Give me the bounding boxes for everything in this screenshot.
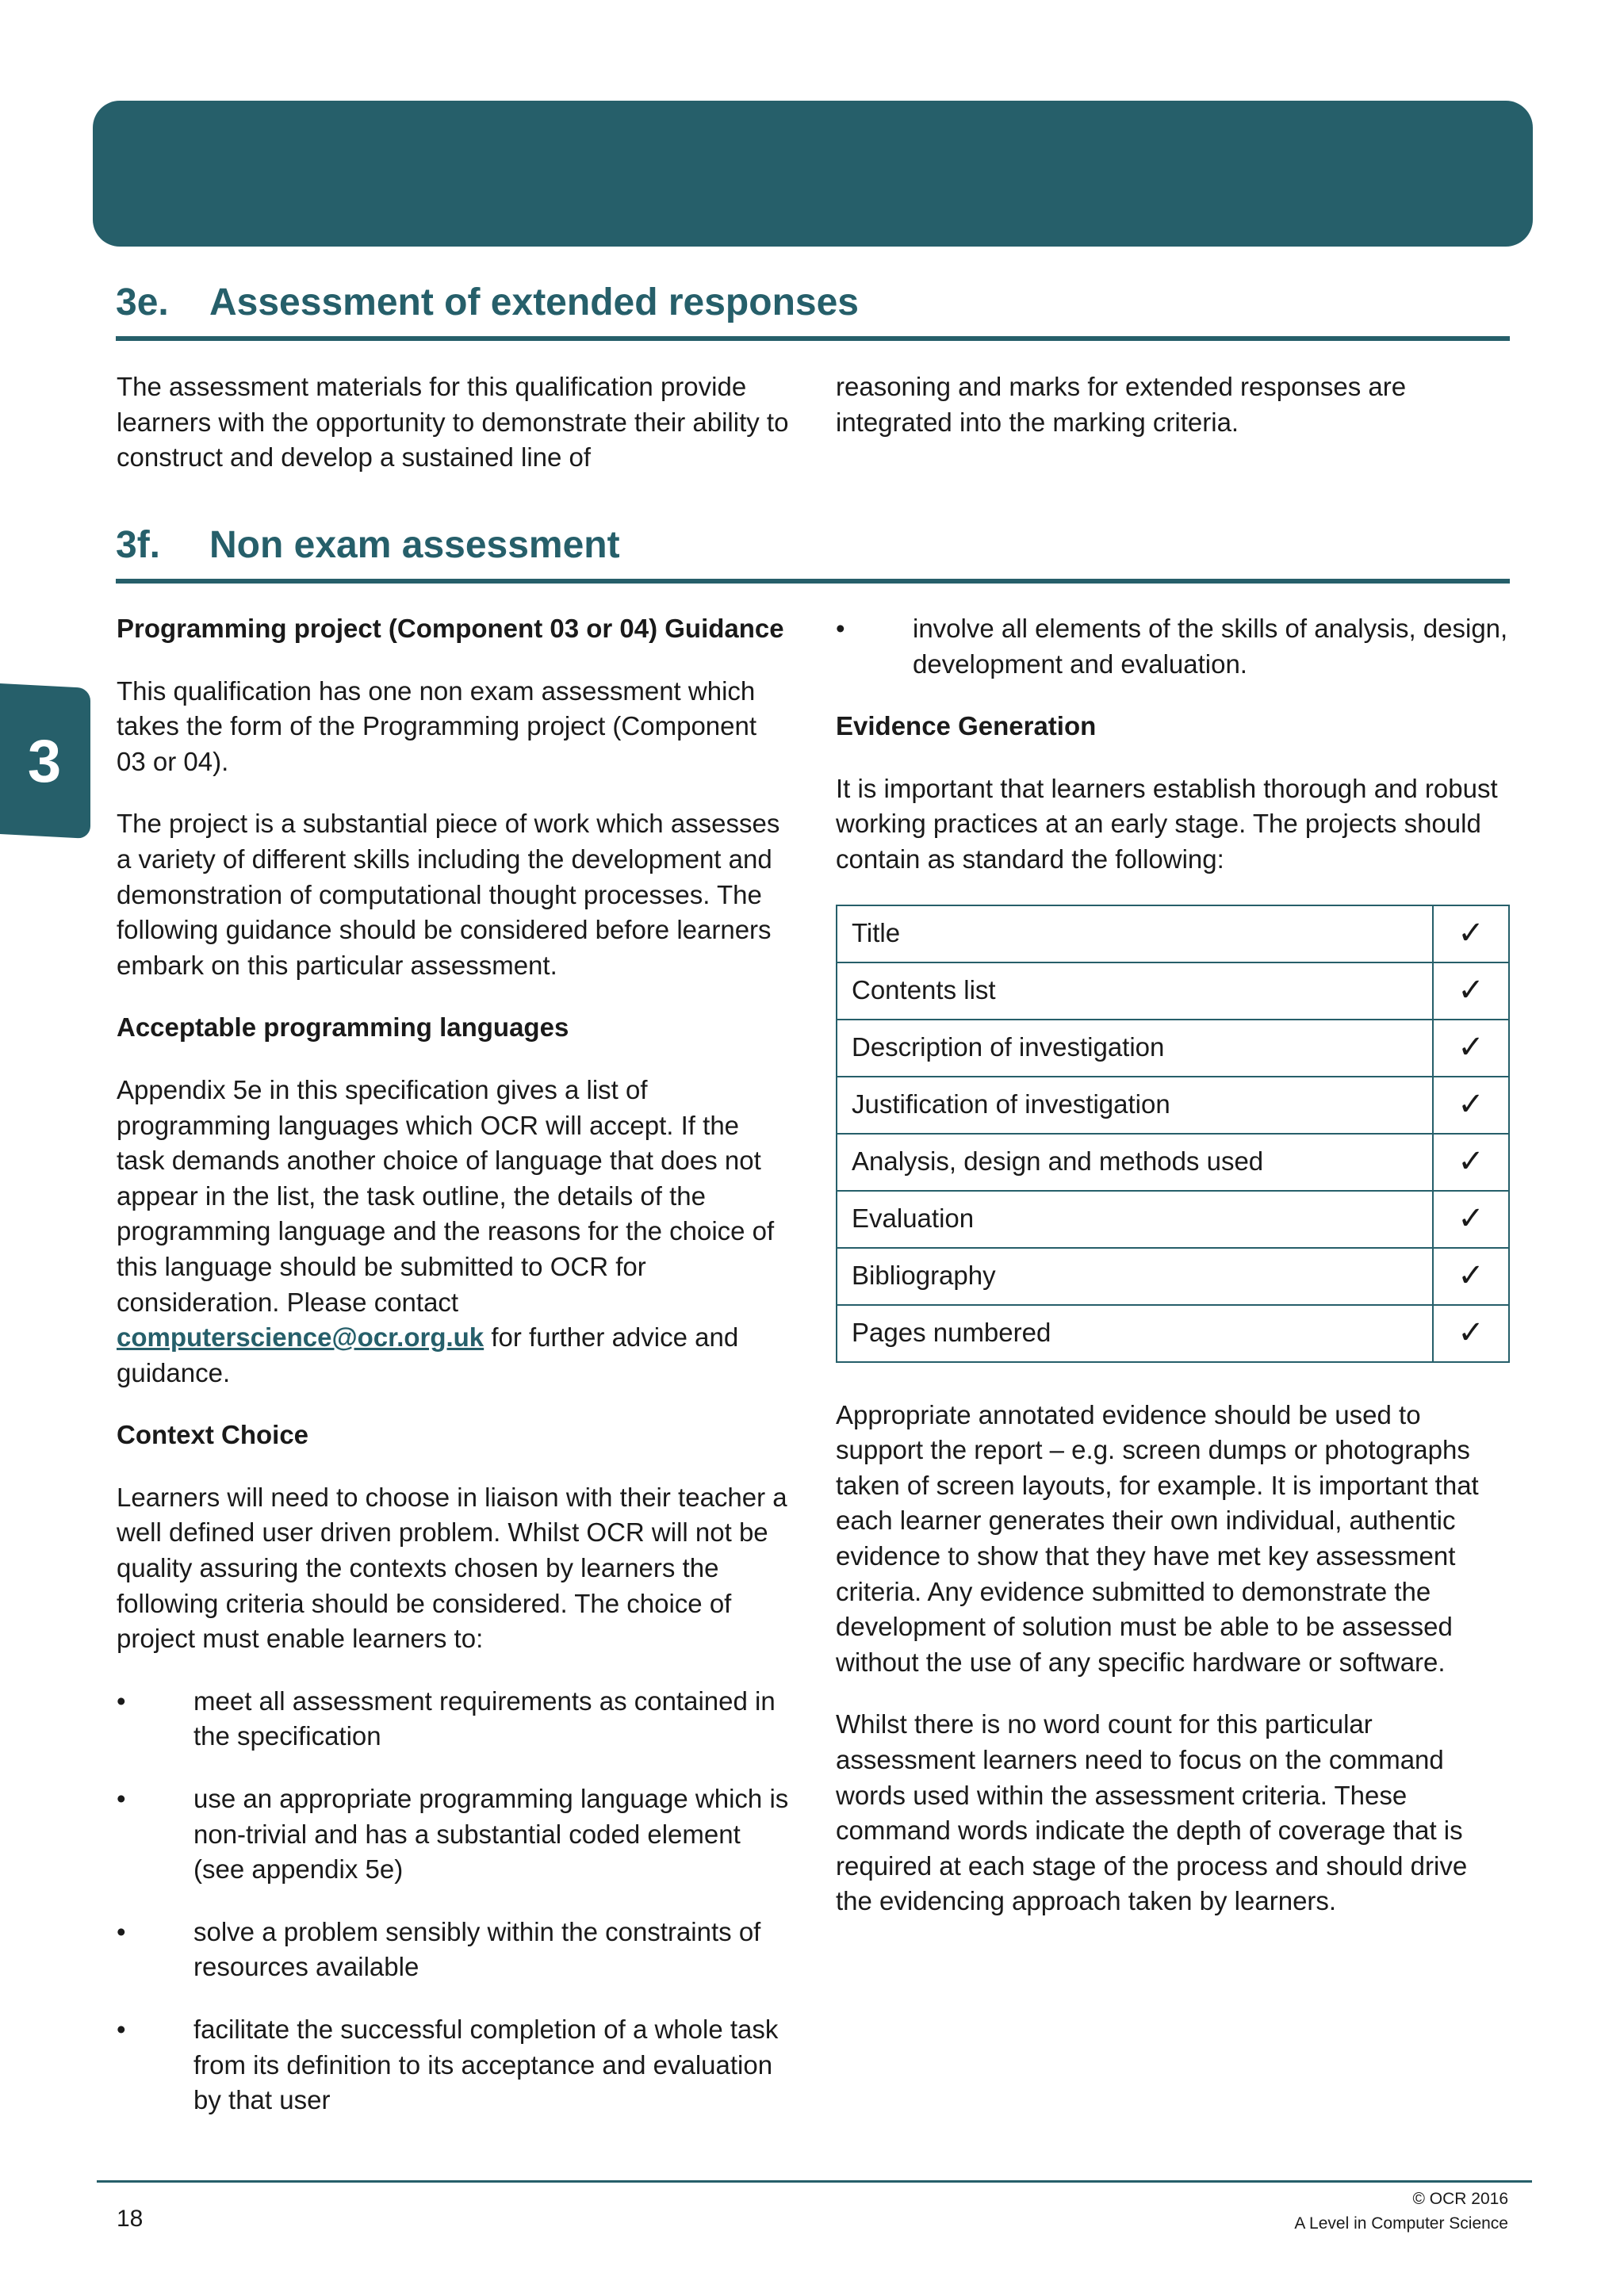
- checklist-item: Analysis, design and methods used: [837, 1134, 1433, 1191]
- section-3e-left-column: [117, 369, 791, 503]
- check-icon: ✓: [1433, 1191, 1509, 1248]
- section-3e-number: 3e.: [116, 281, 169, 323]
- checklist-item: Evaluation: [837, 1191, 1433, 1248]
- guidance-paragraph-1: This qualification has one non exam assessment which takes the form of the Programming project (Component 03 or 04).: [117, 675, 757, 776]
- bullet-icon: •: [117, 2015, 126, 2044]
- languages-text-end: for further advice and guidance.: [117, 1322, 739, 1387]
- table-row: [837, 1077, 1509, 1134]
- criteria-list: [117, 1684, 791, 2118]
- list-item: [117, 1684, 791, 1755]
- languages-paragraph: [117, 1073, 791, 1391]
- list-item: [117, 1915, 791, 1985]
- check-icon: ✓: [1433, 1248, 1509, 1305]
- evidence-heading: Evidence Generation: [836, 711, 1097, 741]
- bullet-icon: •: [117, 1916, 126, 1946]
- section-3e-title: Assessment of extended responses: [209, 281, 859, 323]
- evidence-paragraph-3: Whilst there is no word count for this particular assessment learners need to focus on the command words used within the assessment criteria. These command words indicate the depth of coverage that is required at each stage of the process and should drive the evidencing approach taken by learners.: [836, 1709, 1468, 1916]
- section-3e-left-paragraph: The assessment materials for this qualification provide learners with the opportunity to demonstrate their ability to construct and develop a sustained line of: [117, 372, 789, 473]
- list-item: [117, 1781, 791, 1888]
- languages-text: Appendix 5e in this specification gives a list of programming languages which OCR will accept. If the task demands another choice of language that does not appear in the list, the task outline, the details of the programming language and the reasons for the choice of this language should be submitted to OCR for consideration. Please contact: [117, 1074, 775, 1317]
- checklist-item: Pages numbered: [837, 1305, 1433, 1362]
- footer-divider: [97, 2180, 1532, 2183]
- check-icon: ✓: [1433, 905, 1509, 962]
- table-row: [837, 1248, 1509, 1305]
- section-3f-title: Non exam assessment: [209, 524, 620, 566]
- checklist-item: Justification of investigation: [837, 1077, 1433, 1134]
- context-paragraph: Learners will need to choose in liaison with their teacher a well defined user driven problem. Whilst OCR will not be quality assuring the contexts chosen by learners the following criteria should be considered. The choice of project must enable learners to:: [117, 1482, 787, 1654]
- page-number: 18: [117, 2206, 144, 2232]
- section-3e-right-paragraph: reasoning and marks for extended responses are integrated into the marking criteria.: [836, 372, 1407, 437]
- check-icon: ✓: [1433, 1077, 1509, 1134]
- evidence-paragraph-2: Appropriate annotated evidence should be used to support the report – e.g. screen dumps or photographs taken of screen layouts, for example. It is important that each learner generates their own individual, authentic evidence to show that they have met key assessment criteria. Any evidence submitted to demonstrate the development of solution must be able to be assessed without the use of any specific hardware or software.: [836, 1399, 1479, 1677]
- bullet-icon: •: [836, 614, 845, 643]
- context-heading: Context Choice: [117, 1420, 309, 1450]
- section-3f-heading: [116, 520, 1510, 584]
- guidance-paragraph-2: The project is a substantial piece of work which assesses a variety of different skills including the development and demonstration of computational thought processes. The following guidance should be considered before learners embark on this particular assessment.: [117, 809, 780, 980]
- check-icon: ✓: [1433, 1020, 1509, 1077]
- table-row: [837, 1020, 1509, 1077]
- table-row: [837, 1134, 1509, 1191]
- section-3f-number: 3f.: [116, 524, 161, 566]
- checklist-item: Bibliography: [837, 1248, 1433, 1305]
- table-row: [837, 1191, 1509, 1248]
- chapter-number: 3: [27, 727, 62, 795]
- evidence-checklist-table: [836, 905, 1510, 1363]
- checklist-item: Title: [837, 905, 1433, 962]
- header-band: [93, 101, 1533, 247]
- bullet-icon: •: [117, 1784, 126, 1814]
- section-3f-right-column: [836, 611, 1510, 1946]
- list-item-text: use an appropriate programming language which is non-trivial and has a substantial coded element (see appendix 5e): [193, 1784, 789, 1885]
- section-3f-left-column: [117, 611, 791, 2145]
- bullet-icon: •: [117, 1686, 126, 1716]
- checklist-item: Contents list: [837, 962, 1433, 1020]
- list-item: [117, 2012, 791, 2118]
- languages-heading: Acceptable programming languages: [117, 1012, 569, 1043]
- criteria-list-continued: [836, 611, 1510, 682]
- list-item-text: solve a problem sensibly within the constraints of resources available: [193, 1916, 761, 1982]
- check-icon: ✓: [1433, 1305, 1509, 1362]
- table-row: [837, 905, 1509, 962]
- check-icon: ✓: [1433, 1134, 1509, 1191]
- publication-title: A Level in Computer Science: [1294, 2214, 1508, 2233]
- list-item-text: involve all elements of the skills of analysis, design, development and evaluation.: [913, 614, 1508, 679]
- checklist-item: Description of investigation: [837, 1020, 1433, 1077]
- footer-publication-info: [1294, 2187, 1508, 2236]
- list-item-text: facilitate the successful completion of a whole task from its definition to its acceptance and evaluation by that user: [193, 2015, 779, 2115]
- list-item: [836, 611, 1510, 682]
- table-row: [837, 962, 1509, 1020]
- section-3e-right-column: [836, 369, 1510, 467]
- evidence-paragraph-1: It is important that learners establish thorough and robust working practices at an early stage. The projects should contain as standard the following:: [836, 773, 1498, 874]
- list-item-text: meet all assessment requirements as contained in the specification: [193, 1686, 776, 1751]
- table-row: [837, 1305, 1509, 1362]
- contact-email-link[interactable]: computerscience@ocr.org.uk: [117, 1322, 485, 1353]
- check-icon: ✓: [1433, 962, 1509, 1020]
- section-3e-heading: [116, 277, 1510, 341]
- copyright-text: © OCR 2016: [1412, 2190, 1508, 2208]
- guidance-heading: Programming project (Component 03 or 04) Guidance: [117, 614, 784, 643]
